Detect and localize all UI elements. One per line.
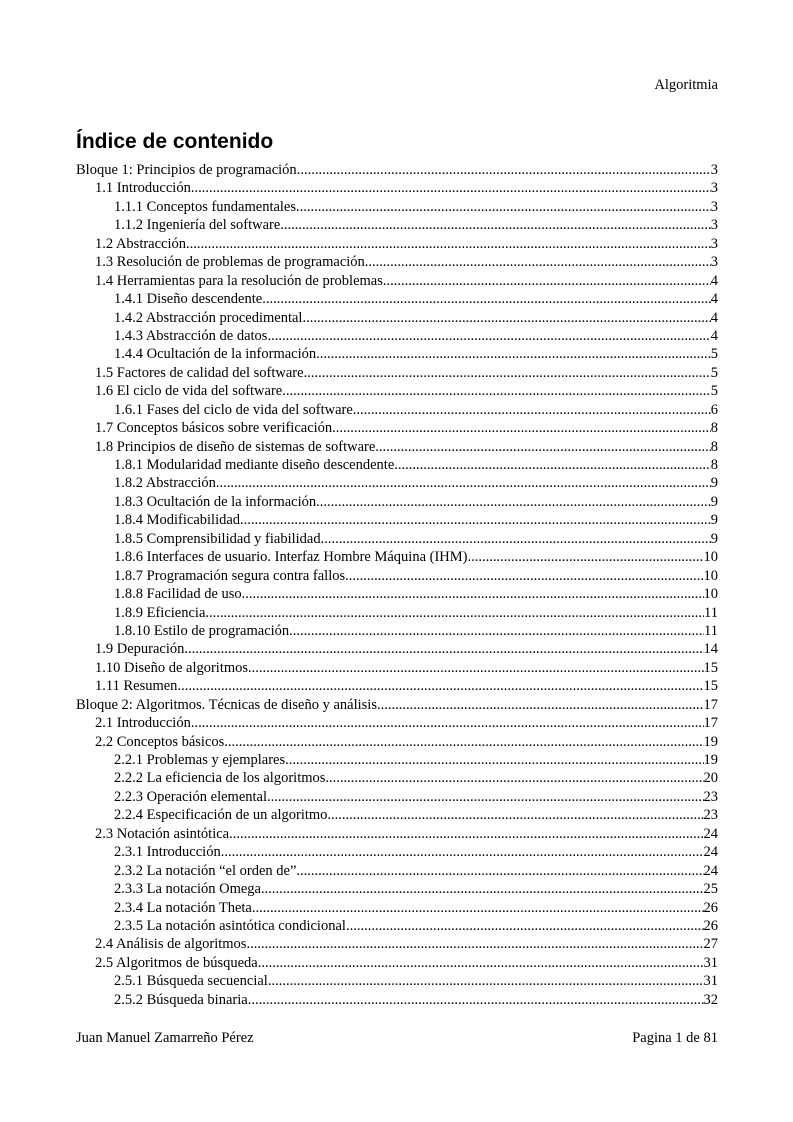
toc-entry-title: 2.2.1 Problemas y ejemplares: [114, 752, 286, 768]
toc-dot-leader: [248, 659, 703, 677]
toc-entry-title: 1.8 Principios de diseño de sistemas de software: [95, 438, 376, 455]
toc-dot-leader: [267, 327, 710, 345]
toc-entry[interactable]: [76, 327, 718, 345]
toc-dot-leader: [327, 806, 703, 824]
toc-dot-leader: [375, 438, 710, 456]
toc-entry[interactable]: [76, 438, 718, 456]
toc-entry-title: 1.10 Diseño de algoritmos: [95, 659, 249, 676]
toc-dot-leader: [297, 161, 711, 179]
toc-dot-leader: [261, 880, 704, 898]
toc-entry-title: 1.9 Depuración: [95, 641, 185, 658]
toc-dot-leader: [205, 604, 704, 622]
toc-dot-leader: [229, 825, 703, 843]
toc-entry-title: 1.8.1 Modularidad mediante diseño descendente: [114, 457, 395, 473]
toc-dot-leader: [184, 640, 703, 658]
toc-entry-title: 1.8.7 Programación segura contra fallos: [114, 567, 346, 584]
toc-entry[interactable]: [76, 825, 718, 843]
toc-dot-leader: [316, 345, 711, 363]
toc-entry-title: 2.2.4 Especificación de un algoritmo: [114, 807, 328, 824]
toc-entry-page-number: 3: [710, 217, 718, 234]
toc-entry[interactable]: [76, 179, 718, 197]
toc-entry-page-number: 3: [710, 162, 718, 178]
toc-entry[interactable]: [76, 345, 718, 363]
toc-entry-title: 1.11 Resumen: [95, 678, 178, 695]
toc-entry[interactable]: [76, 456, 718, 474]
toc-entry-title: 1.3 Resolución de problemas de programación: [95, 254, 365, 271]
toc-entry-title: 1.2 Abstracción: [95, 235, 187, 252]
toc-entry[interactable]: [76, 567, 718, 585]
toc-dot-leader: [248, 991, 704, 1009]
toc-entry[interactable]: [76, 530, 718, 548]
toc-entry[interactable]: [76, 401, 718, 419]
toc-entry-page-number: 24: [703, 844, 718, 861]
toc-entry-page-number: 31: [703, 954, 718, 971]
toc-entry[interactable]: [76, 991, 718, 1009]
toc-entry[interactable]: [76, 843, 718, 861]
toc-entry-title: 2.1 Introducción: [95, 715, 191, 732]
toc-entry-title: 1.8.10 Estilo de programación: [114, 622, 290, 639]
toc-dot-leader: [252, 899, 704, 917]
toc-entry-title: 2.5 Algoritmos de búsqueda: [95, 954, 258, 971]
toc-entry-title: 1.8.5 Comprensibilidad y fiabilidad: [114, 530, 321, 547]
toc-entry-title: 1.8.6 Interfaces de usuario. Interfaz Hombre Máquina (IHM): [114, 549, 468, 566]
toc-entry-page-number: 10: [703, 549, 718, 566]
toc-dot-leader: [296, 198, 711, 216]
toc-entry-page-number: 9: [710, 530, 718, 547]
toc-entry-page-number: 3: [710, 254, 718, 271]
toc-entry-title: 2.3.4 La notación Theta: [114, 899, 252, 916]
toc-entry[interactable]: [76, 272, 718, 290]
toc-entry-page-number: 3: [710, 198, 718, 215]
toc-entry-page-number: 15: [703, 659, 718, 676]
toc-dot-leader: [191, 714, 704, 732]
toc-entry[interactable]: [76, 511, 718, 529]
toc-entry[interactable]: [76, 419, 718, 437]
toc-entry-page-number: 8: [710, 457, 718, 473]
toc-entry-title: 1.8.9 Eficiencia: [114, 604, 206, 621]
toc-entry-page-number: 23: [703, 807, 718, 824]
toc-entry-page-number: 23: [703, 788, 718, 805]
toc-entry-page-number: 5: [710, 383, 718, 400]
toc-entry[interactable]: [76, 954, 718, 972]
toc-dot-leader: [186, 235, 711, 253]
toc-entry-page-number: 11: [704, 622, 718, 639]
toc-dot-leader: [383, 272, 711, 290]
toc-entry-title: 1.4.4 Ocultación de la información: [114, 346, 317, 363]
toc-entry-page-number: 3: [710, 180, 718, 197]
toc-entry[interactable]: [76, 899, 718, 917]
toc-entry-title: 1.1.1 Conceptos fundamentales: [114, 198, 297, 215]
toc-entry-page-number: 3: [710, 235, 718, 252]
toc-entry-title: 1.8.8 Facilidad de uso: [114, 586, 242, 603]
toc-title: Índice de contenido: [76, 130, 274, 153]
toc-entry[interactable]: [76, 972, 718, 990]
toc-entry-page-number: 24: [703, 862, 718, 879]
toc-entry-page-number: 10: [703, 567, 718, 584]
toc-dot-leader: [216, 474, 711, 492]
toc-dot-leader: [224, 733, 703, 751]
toc-entry[interactable]: [76, 880, 718, 898]
toc-entry-page-number: 32: [703, 991, 718, 1008]
toc-entry[interactable]: [76, 935, 718, 953]
toc-entry[interactable]: [76, 677, 718, 695]
toc-dot-leader: [316, 493, 711, 511]
toc-entry[interactable]: [76, 493, 718, 511]
toc-entry-title: 1.7 Conceptos básicos sobre verificación: [95, 420, 333, 437]
toc-entry[interactable]: [76, 733, 718, 751]
toc-dot-leader: [377, 696, 704, 714]
toc-entry-title: 2.3 Notación asintótica: [95, 825, 230, 842]
toc-entry[interactable]: [76, 290, 718, 308]
toc-entry-page-number: 17: [703, 715, 718, 732]
toc-dot-leader: [289, 622, 704, 640]
toc-entry-page-number: 9: [710, 475, 718, 492]
toc-entry-page-number: 6: [710, 401, 718, 418]
toc-entry-title: 1.4.2 Abstracción procedimental: [114, 309, 303, 326]
toc-dot-leader: [296, 862, 703, 880]
toc-entry-title: 2.4 Análisis de algoritmos: [95, 936, 247, 953]
toc-entry-title: Bloque 1: Principios de programación: [76, 162, 297, 178]
toc-dot-leader: [280, 216, 710, 234]
toc-entry[interactable]: [76, 714, 718, 732]
toc-entry-title: 1.1.2 Ingeniería del software: [114, 217, 281, 234]
toc-entry-title: 1.8.4 Modificabilidad: [114, 512, 241, 529]
toc-entry-page-number: 5: [710, 346, 718, 363]
toc-entry[interactable]: [76, 788, 718, 806]
toc-entry[interactable]: [76, 622, 718, 640]
toc-entry[interactable]: [76, 604, 718, 622]
toc-entry-title: 2.2 Conceptos básicos: [95, 733, 225, 750]
toc-entry-page-number: 25: [703, 881, 718, 898]
toc-dot-leader: [262, 290, 711, 308]
toc-entry-title: 1.5 Factores de calidad del software: [95, 364, 304, 381]
toc-entry-page-number: 15: [703, 678, 718, 695]
footer-author: Juan Manuel Zamarreño Pérez: [76, 1030, 254, 1046]
toc-dot-leader: [332, 419, 711, 437]
toc-entry-title: 1.4.3 Abstracción de datos: [114, 327, 268, 344]
toc-entry[interactable]: [76, 548, 718, 566]
toc-entry-title: 1.4.1 Diseño descendente: [114, 291, 263, 308]
toc-entry-page-number: 17: [703, 696, 718, 713]
toc-entry-page-number: 4: [710, 309, 718, 326]
toc-entry[interactable]: [76, 659, 718, 677]
toc-dot-leader: [191, 179, 711, 197]
toc-entry-page-number: 8: [710, 438, 718, 455]
toc-entry[interactable]: [76, 216, 718, 234]
toc-dot-leader: [242, 585, 704, 603]
toc-dot-leader: [345, 567, 703, 585]
toc-dot-leader: [267, 788, 704, 806]
toc-entry-page-number: 26: [703, 899, 718, 916]
toc-entry-page-number: 11: [704, 604, 718, 621]
toc-entry[interactable]: [76, 474, 718, 492]
toc-dot-leader: [177, 677, 703, 695]
toc-entry-page-number: 26: [703, 917, 718, 934]
toc-entry-title: 1.6.1 Fases del ciclo de vida del software: [114, 401, 353, 418]
toc-entry[interactable]: [76, 382, 718, 400]
toc-dot-leader: [353, 401, 711, 419]
toc-entry-title: 2.3.5 La notación asintótica condicional: [114, 917, 346, 934]
toc-entry-page-number: 27: [703, 936, 718, 953]
toc-entry-page-number: 14: [703, 641, 718, 658]
toc-entry-page-number: 4: [710, 291, 718, 308]
toc-entry[interactable]: [76, 364, 718, 382]
toc-entry[interactable]: [76, 769, 718, 787]
toc-entry-page-number: 24: [703, 825, 718, 842]
toc-entry-page-number: 4: [710, 327, 718, 344]
toc-dot-leader: [304, 364, 711, 382]
toc-dot-leader: [282, 382, 711, 400]
toc-entry-title: 2.5.2 Búsqueda binaria: [114, 991, 248, 1008]
table-of-contents: [76, 161, 718, 1009]
toc-dot-leader: [246, 935, 703, 953]
toc-entry-title: 2.2.2 La eficiencia de los algoritmos: [114, 770, 326, 787]
toc-entry[interactable]: [76, 917, 718, 935]
toc-entry-page-number: 31: [703, 973, 718, 990]
toc-entry-page-number: 9: [710, 493, 718, 510]
toc-dot-leader: [258, 954, 704, 972]
toc-entry[interactable]: [76, 862, 718, 880]
toc-entry[interactable]: [76, 806, 718, 824]
running-header: Algoritmia: [654, 77, 718, 93]
footer-page-indicator: Pagina 1 de 81: [632, 1030, 718, 1046]
toc-entry-title: 1.8.2 Abstracción: [114, 475, 216, 492]
toc-entry-page-number: 4: [710, 272, 718, 289]
toc-dot-leader: [325, 769, 703, 787]
toc-entry-title: 2.3.3 La notación Omega: [114, 881, 261, 898]
toc-dot-leader: [221, 843, 704, 861]
toc-dot-leader: [321, 530, 711, 548]
toc-dot-leader: [346, 917, 704, 935]
toc-dot-leader: [468, 548, 704, 566]
toc-entry-page-number: 19: [703, 733, 718, 750]
toc-entry-title: 1.1 Introducción: [95, 180, 191, 197]
toc-entry-page-number: 10: [703, 586, 718, 603]
toc-entry[interactable]: [76, 309, 718, 327]
toc-entry[interactable]: [76, 585, 718, 603]
toc-dot-leader: [240, 511, 711, 529]
toc-entry-page-number: 5: [710, 364, 718, 381]
toc-dot-leader: [302, 309, 710, 327]
toc-entry-title: 2.3.1 Introducción: [114, 844, 221, 861]
toc-entry-page-number: 9: [710, 512, 718, 529]
toc-entry-page-number: 20: [703, 770, 718, 787]
toc-dot-leader: [365, 253, 711, 271]
toc-entry[interactable]: [76, 198, 718, 216]
toc-entry-title: 1.4 Herramientas para la resolución de problemas: [95, 272, 383, 289]
toc-entry[interactable]: [76, 161, 718, 179]
toc-dot-leader: [285, 751, 703, 769]
page-footer: [76, 1030, 718, 1046]
toc-entry[interactable]: [76, 751, 718, 769]
toc-entry[interactable]: [76, 235, 718, 253]
toc-entry-title: 2.3.2 La notación “el orden de”: [114, 862, 297, 879]
toc-entry-page-number: 19: [703, 752, 718, 768]
toc-entry-title: Bloque 2: Algoritmos. Técnicas de diseño y análisis: [76, 696, 377, 713]
toc-dot-leader: [394, 456, 710, 474]
toc-entry-title: 2.2.3 Operación elemental: [114, 788, 267, 805]
toc-entry-title: 1.8.3 Ocultación de la información: [114, 493, 317, 510]
toc-entry-page-number: 8: [710, 420, 718, 437]
toc-entry[interactable]: [76, 696, 718, 714]
toc-entry[interactable]: [76, 253, 718, 271]
toc-dot-leader: [268, 972, 704, 990]
toc-entry[interactable]: [76, 640, 718, 658]
toc-entry-title: 2.5.1 Búsqueda secuencial: [114, 973, 268, 990]
toc-entry-title: 1.6 El ciclo de vida del software: [95, 383, 283, 400]
